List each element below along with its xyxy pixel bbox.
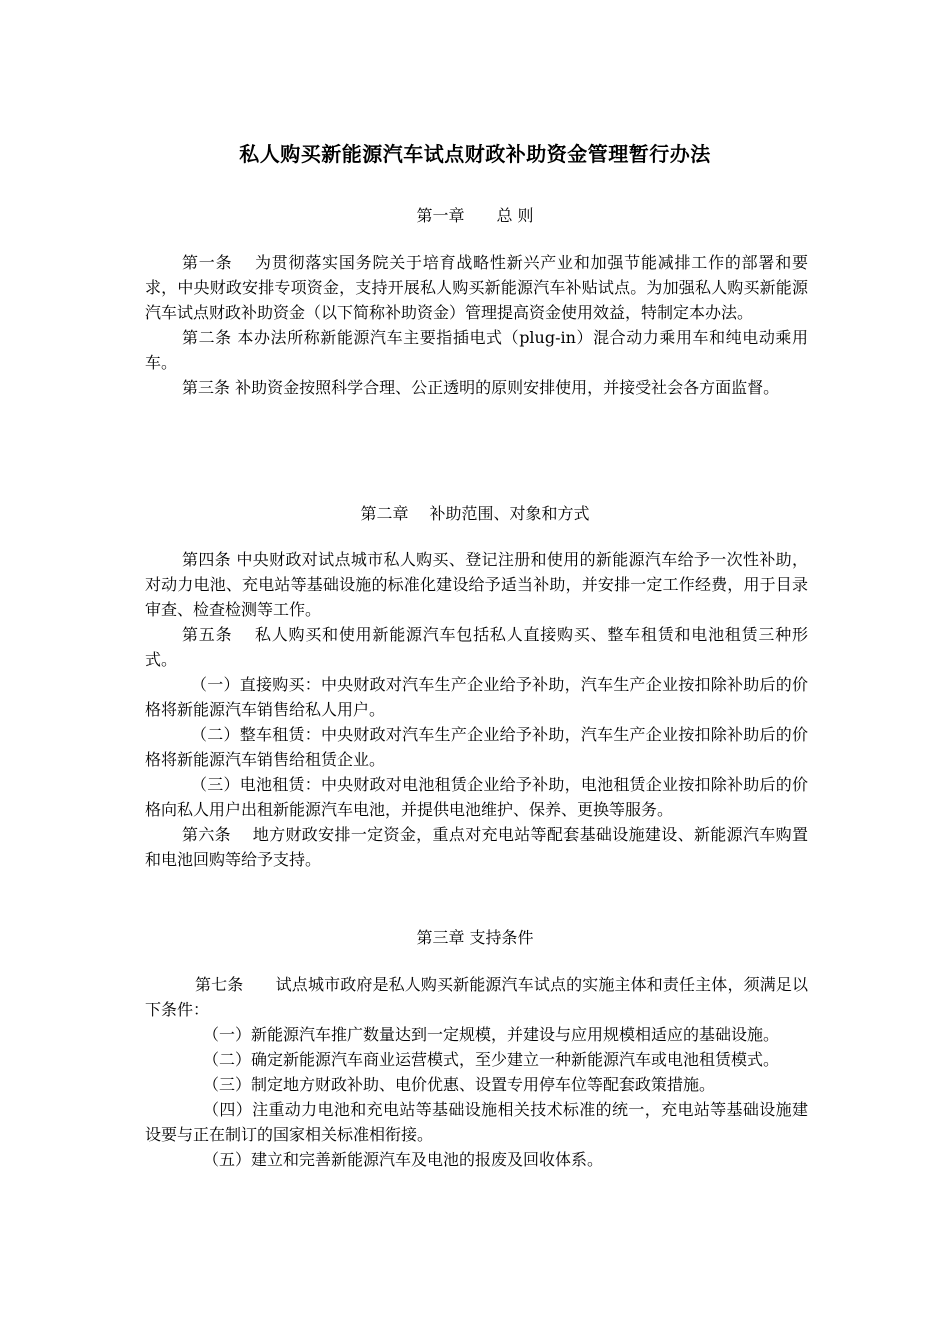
article-5: 第五条 私人购买和使用新能源汽车包括私人直接购买、整车租赁和电池租赁三种形式。 xyxy=(145,625,808,669)
article-7: 第七条 试点城市政府是私人购买新能源汽车试点的实施主体和责任主体，须满足以下条件： xyxy=(145,975,808,1019)
article-2: 第二条 本办法所称新能源汽车主要指插电式（plug-in）混合动力乘用车和纯电动乘用车。 xyxy=(145,328,808,372)
article-5-item-2: （二）整车租赁：中央财政对汽车生产企业给予补助，汽车生产企业按扣除补助后的价格将新能源汽车销售给租赁企业。 xyxy=(145,725,808,769)
article-7-item-4: （四）注重动力电池和充电站等基础设施相关技术标准的统一，充电站等基础设施建设要与正在制订的国家相关标准相衔接。 xyxy=(145,1100,808,1144)
article-4: 第四条 中央财政对试点城市私人购买、登记注册和使用的新能源汽车给予一次性补助，对动力电池、充电站等基础设施的标准化建设给予适当补助，并安排一定工作经费，用于目录审查、检查检测等工作。 xyxy=(145,550,808,619)
chapter-2-body xyxy=(145,547,808,872)
article-7-item-2: （二）确定新能源汽车商业运营模式，至少建立一种新能源汽车或电池租赁模式。 xyxy=(203,1050,780,1069)
chapter-1-body xyxy=(145,250,808,400)
article-6: 第六条 地方财政安排一定资金，重点对充电站等配套基础设施建设、新能源汽车购置和电池回购等给予支持。 xyxy=(145,825,808,869)
document-title: 私人购买新能源汽车试点财政补助资金管理暂行办法 xyxy=(239,142,711,166)
chapter-3-body xyxy=(145,972,808,1172)
article-7-item-1: （一）新能源汽车推广数量达到一定规模，并建设与应用规模相适应的基础设施。 xyxy=(203,1025,780,1044)
article-5-item-3: （三）电池租赁：中央财政对电池租赁企业给予补助，电池租赁企业按扣除补助后的价格向私人用户出租新能源汽车电池，并提供电池维护、保养、更换等服务。 xyxy=(145,775,808,819)
article-7-item-3: （三）制定地方财政补助、电价优惠、设置专用停车位等配套政策措施。 xyxy=(203,1075,716,1094)
article-3: 第三条 补助资金按照科学合理、公正透明的原则安排使用，并接受社会各方面监督。 xyxy=(182,378,780,397)
chapter-1-heading: 第一章 总 则 xyxy=(416,206,534,225)
chapter-2-heading: 第二章 补助范围、对象和方式 xyxy=(360,504,590,523)
article-7-item-5: （五）建立和完善新能源汽车及电池的报废及回收体系。 xyxy=(203,1150,604,1169)
chapter-3-heading: 第三章 支持条件 xyxy=(416,928,534,947)
article-5-item-1: （一）直接购买：中央财政对汽车生产企业给予补助，汽车生产企业按扣除补助后的价格将新能源汽车销售给私人用户。 xyxy=(145,675,808,719)
article-1: 第一条 为贯彻落实国务院关于培育战略性新兴产业和加强节能减排工作的部署和要求，中央财政安排专项资金，支持开展私人购买新能源汽车补贴试点。为加强私人购买新能源汽车试点财政补助资金（以下简称补助资金）管理提高资金使用效益，特制定本办法。 xyxy=(145,253,808,322)
